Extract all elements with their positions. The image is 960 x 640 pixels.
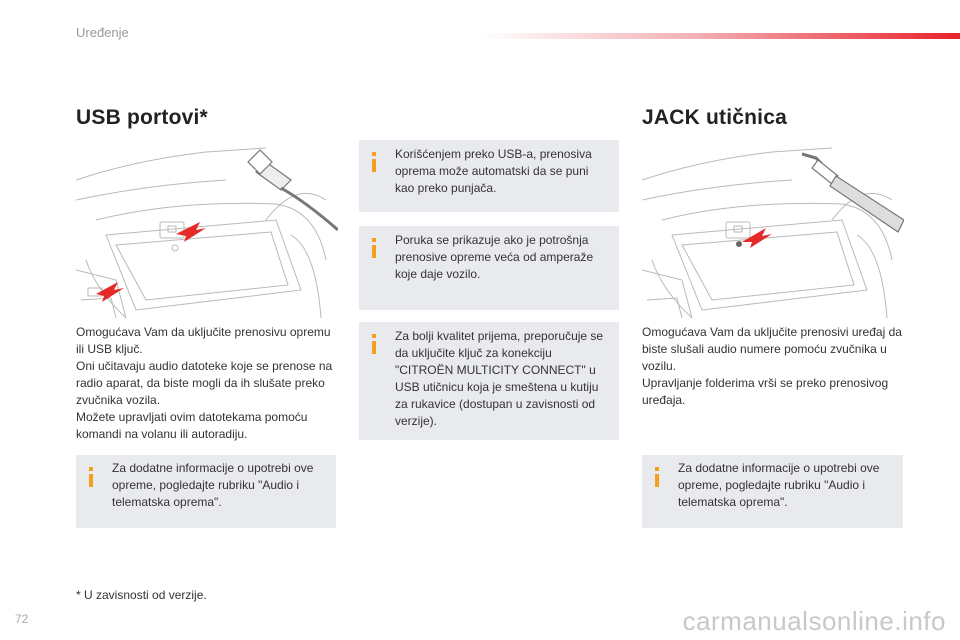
usb-section-title: USB portovi* [76, 106, 208, 129]
info-box-charging [359, 140, 619, 212]
usb-description-line: Omogućava Vam da uključite prenosivu opremu ili USB ključ. [76, 325, 331, 356]
header-accent-bar [480, 33, 960, 39]
info-box-consumption [359, 226, 619, 310]
jack-socket-illustration [642, 140, 904, 318]
info-text-charging: Korišćenjem preko USB-a, prenosiva oprema može automatski da se puni kao preko punjača. [395, 147, 592, 195]
page-number: 72 [15, 612, 29, 626]
usb-port-illustration [76, 140, 338, 318]
info-icon [652, 467, 662, 487]
dashboard-jack-drawing [642, 140, 904, 318]
info-box-connect [359, 322, 619, 440]
usb-connector-icon [248, 150, 338, 230]
info-text-consumption: Poruka se prikazuje ako je potrošnja prenosive opreme veća od amperaže koje daje vozilo. [395, 233, 594, 281]
usb-description-line: Oni učitavaju audio datoteke koje se prenose na radio aparat, da biste mogli da ih slušate preko zvučnika vozila. [76, 359, 333, 407]
jack-description [642, 324, 904, 409]
jack-description-line: Upravljanje folderima vrši se preko prenosivog uređaja. [642, 376, 889, 407]
info-icon [369, 238, 379, 258]
usb-description-line: Možete upravljati ovim datotekama pomoću komandi na volanu ili autoradiju. [76, 410, 308, 441]
info-text-connect: Za bolji kvalitet prijema, preporučuje se da uključite ključ za konekciju "CITROËN MULTICITY CONNECT" u USB utičnicu koja je smeštena u kutiju za rukavice (dostupan u zavisnosti od verzije). [395, 329, 604, 428]
usb-info-box [76, 455, 336, 528]
info-icon [369, 334, 379, 354]
jack-plug-icon [802, 154, 904, 232]
watermark: carmanualsonline.info [682, 606, 946, 636]
dashboard-usb-drawing [76, 140, 338, 318]
jack-description-line: Omogućava Vam da uključite prenosivi uređaj da biste slušali audio numere pomoću zvučnika u vozilu. [642, 325, 902, 373]
jack-section-title: JACK utičnica [642, 106, 787, 129]
info-icon [369, 152, 379, 172]
jack-socket-icon [736, 241, 742, 247]
jack-info-text: Za dodatne informacije o upotrebi ove opreme, pogledajte rubriku "Audio i telematska oprema". [678, 461, 880, 509]
section-title: Uređenje [76, 25, 129, 40]
usb-description [76, 324, 336, 443]
footnote: * U zavisnosti od verzije. [76, 588, 207, 602]
usb-info-text: Za dodatne informacije o upotrebi ove opreme, pogledajte rubriku "Audio i telematska oprema". [112, 461, 314, 509]
jack-info-box [642, 455, 903, 528]
info-icon [86, 467, 96, 487]
